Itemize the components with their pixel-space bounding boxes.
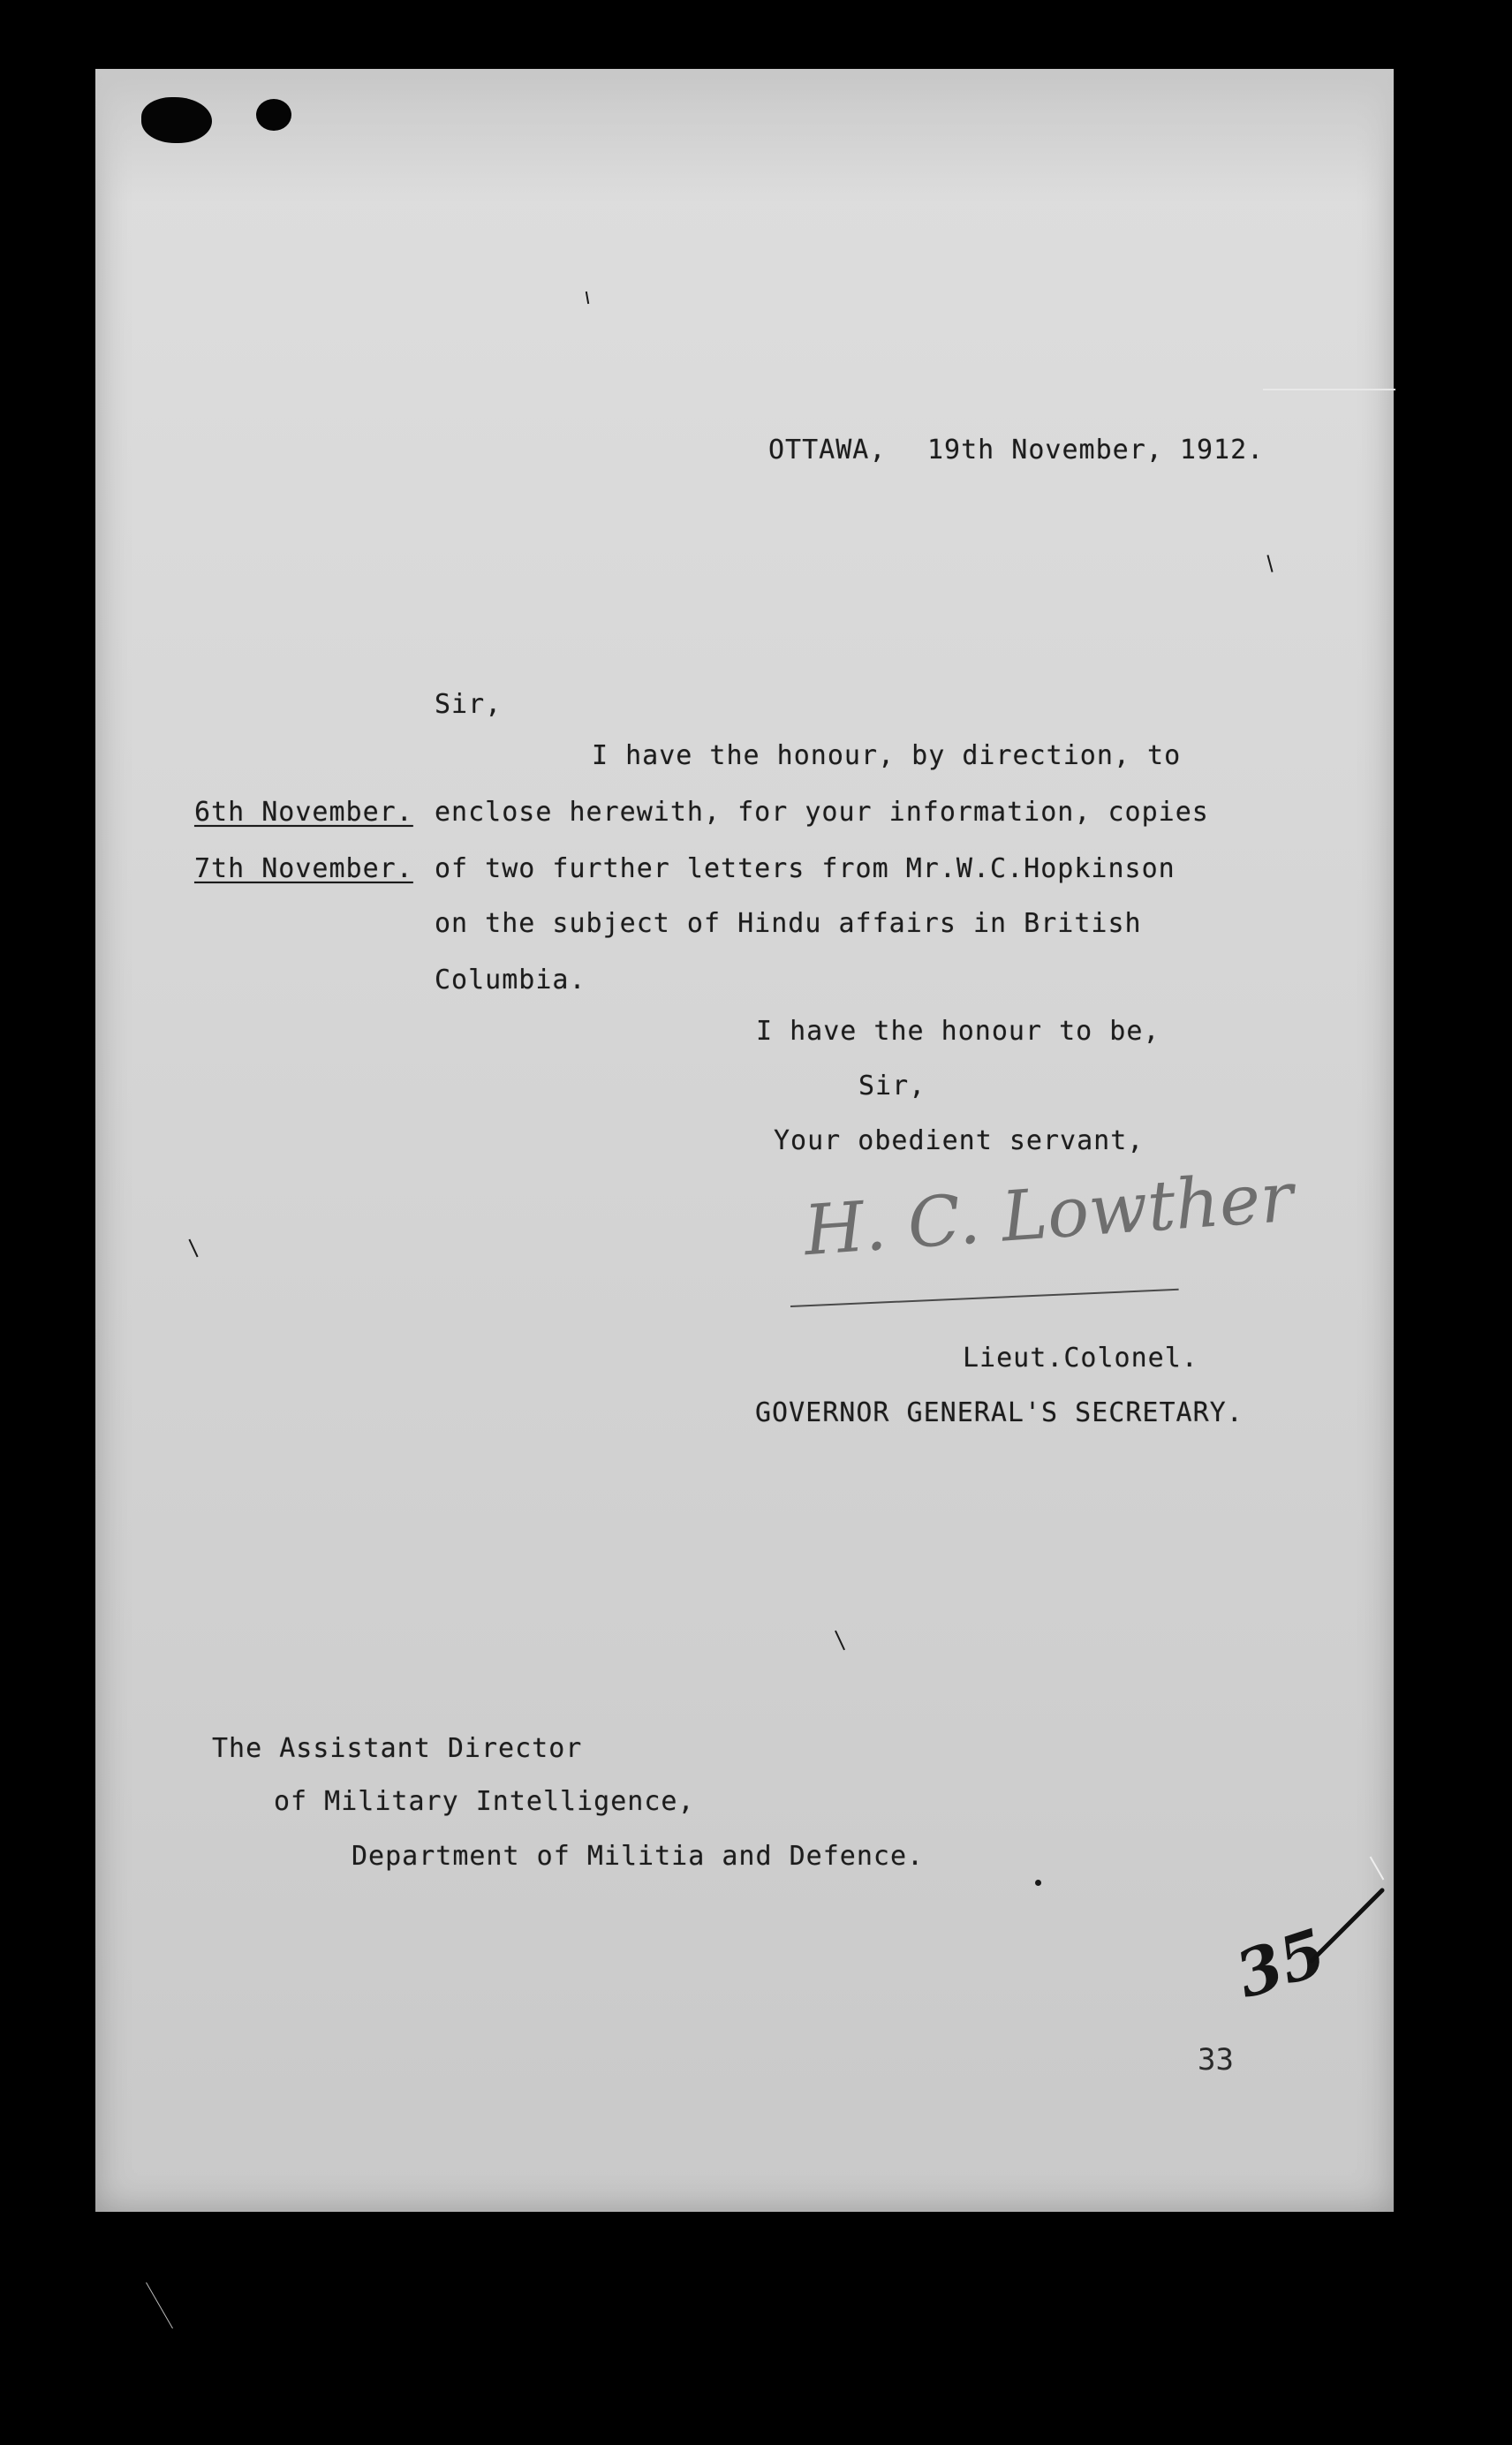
signatory-title: GOVERNOR GENERAL'S SECRETARY. [755, 1397, 1244, 1428]
addressee-line: Department of Militia and Defence. [352, 1841, 925, 1872]
page-number: 33 [1198, 2042, 1234, 2078]
punch-hole-mark [256, 99, 291, 131]
body-line: enclose herewith, for your information, copies [435, 797, 1209, 828]
body-line: I have the honour, by direction, to [592, 740, 1182, 771]
body-line: on the subject of Hindu affairs in British [435, 908, 1142, 939]
body-line: Columbia. [435, 965, 586, 995]
letter-page [95, 69, 1394, 2212]
date-text: 19th November, 1912. [927, 435, 1265, 466]
handwritten-folio-number: 35 [1227, 1913, 1334, 2013]
handwritten-signature: H. C. Lowther [801, 1157, 1297, 1272]
scan-mark [1263, 389, 1395, 390]
scan-mark [1035, 1880, 1041, 1886]
margin-note-date: 7th November. [194, 853, 413, 884]
margin-note-date: 6th November. [194, 797, 413, 828]
closing-line: Your obedient servant, [774, 1125, 1145, 1156]
punch-hole-mark [141, 97, 212, 143]
scan-mark [146, 2282, 173, 2328]
addressee-line: of Military Intelligence, [274, 1786, 695, 1817]
closing-line: Sir, [858, 1071, 926, 1101]
handwritten-slash [1307, 1881, 1387, 1970]
salutation-text: Sir, [435, 689, 503, 720]
closing-line: I have the honour to be, [756, 1016, 1160, 1047]
addressee-line: The Assistant Director [212, 1733, 583, 1764]
signatory-rank: Lieut.Colonel. [963, 1343, 1198, 1374]
place-text: OTTAWA, [768, 435, 887, 466]
page-shading [95, 69, 1394, 201]
body-line: of two further letters from Mr.W.C.Hopkinson [435, 853, 1176, 884]
